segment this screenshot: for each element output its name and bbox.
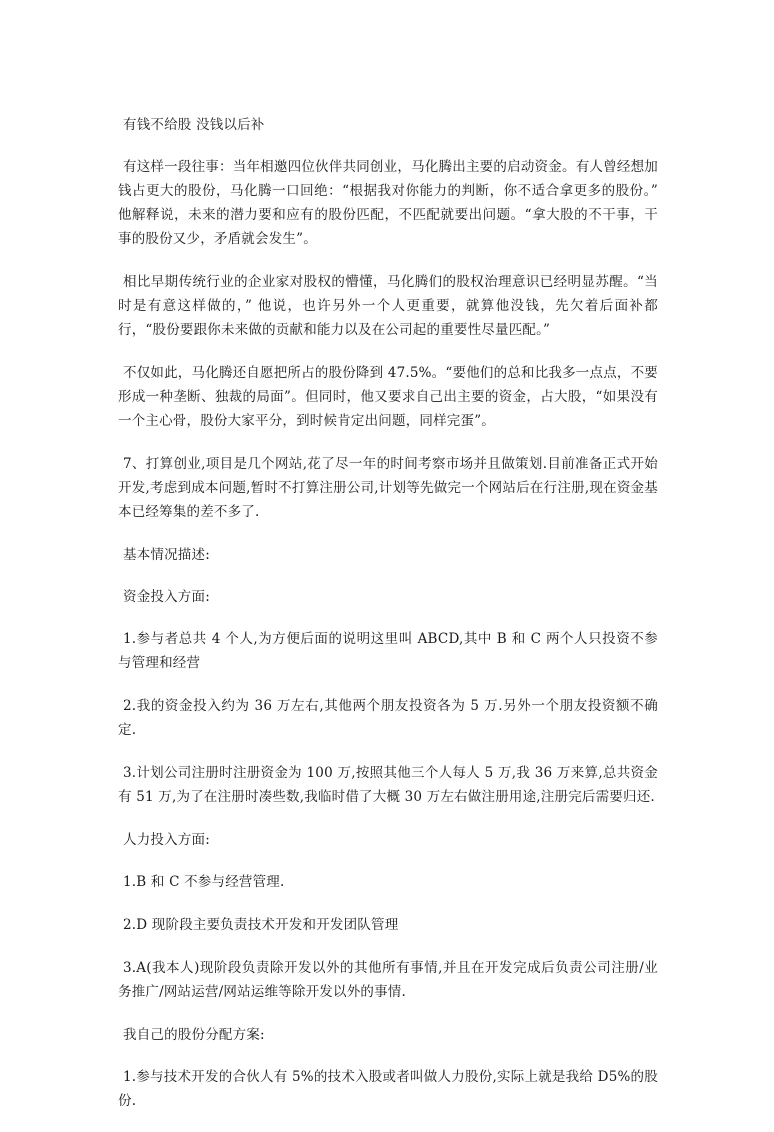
paragraph-contrast: 相比早期传统行业的企业家对股权的懵懂，马化腾们的股权治理意识已经明显苏醒。“当时是有意这样做的，” 他说，也许另外一个人更重要，就算他没钱，先欠着后面补都行，“股份要跟你未来做的贡献和能力以及在公司起的重要性尽量匹配。” [118, 274, 658, 338]
labor-item-3: 3.A(我本人)现阶段负责除开发以外的其他所有事情,并且在开发完成后负责公司注册/业务推广/网站运营/网站运维等除开发以外的事情. [118, 960, 658, 1000]
labor-item-2: 2.D 现阶段主要负责技术开发和开发团队管理 [123, 917, 399, 933]
paragraph-story: 有这样一段往事：当年相邀四位伙伴共同创业，马化腾出主要的启动资金。有人曾经想加钱占更大的股份，马化腾一口回绝：“根据我对你能力的判断，你不适合拿更多的股份。” 他解释说，未来的潜力要和应有的股份匹配，不匹配就要出问题。“拿大股的不干事，干事的股份又少，矛盾就会发生”。 [118, 159, 658, 247]
section-title: 有钱不给股 没钱以后补 [123, 117, 265, 133]
labor-item-1: 1.B 和 C 不参与经营管理. [123, 874, 285, 890]
labor-heading: 人力投入方面: [123, 832, 210, 848]
share-plan-item-1: 1.参与技术开发的合伙人有 5%的技术入股或者叫做人力股份,实际上就是我给 D5%的股份. [118, 1069, 658, 1109]
capital-item-2: 2.我的资金投入约为 36 万左右,其他两个朋友投资各为 5 万.另外一个朋友投资额不确定. [118, 698, 658, 738]
capital-heading: 资金投入方面: [123, 589, 210, 605]
capital-item-3: 3.计划公司注册时注册资金为 100 万,按照其他三个人每人 5 万,我 36 万来算,总共资金有 51 万,为了在注册时凑些数,我临时借了大概 30 万左右做注册用途,注册完后需要归还. [118, 765, 658, 805]
share-plan-heading: 我自己的股份分配方案: [123, 1027, 265, 1043]
capital-item-1: 1.参与者总共 4 个人,为方便后面的说明这里叫 ABCD,其中 B 和 C 两个人只投资不参与管理和经营 [118, 631, 658, 671]
paragraph-share-reduction: 不仅如此，马化腾还自愿把所占的股份降到 47.5%。“要他们的总和比我多一点点，不要形成一种垄断、独裁的局面”。但同时，他又要求自己出主要的资金，占大股，“如果没有一个主心骨，股份大家平分，到时候肯定出问题，同样完蛋”。 [118, 365, 658, 429]
paragraph-question-7: 7、打算创业,项目是几个网站,花了尽一年的时间考察市场并且做策划.目前准备正式开始开发,考虑到成本问题,暂时不打算注册公司,计划等先做完一个网站后在行注册,现在资金基本已经筹集的差不多了. [118, 456, 658, 520]
basic-info-heading: 基本情况描述: [123, 547, 210, 563]
document-body [118, 113, 658, 1132]
